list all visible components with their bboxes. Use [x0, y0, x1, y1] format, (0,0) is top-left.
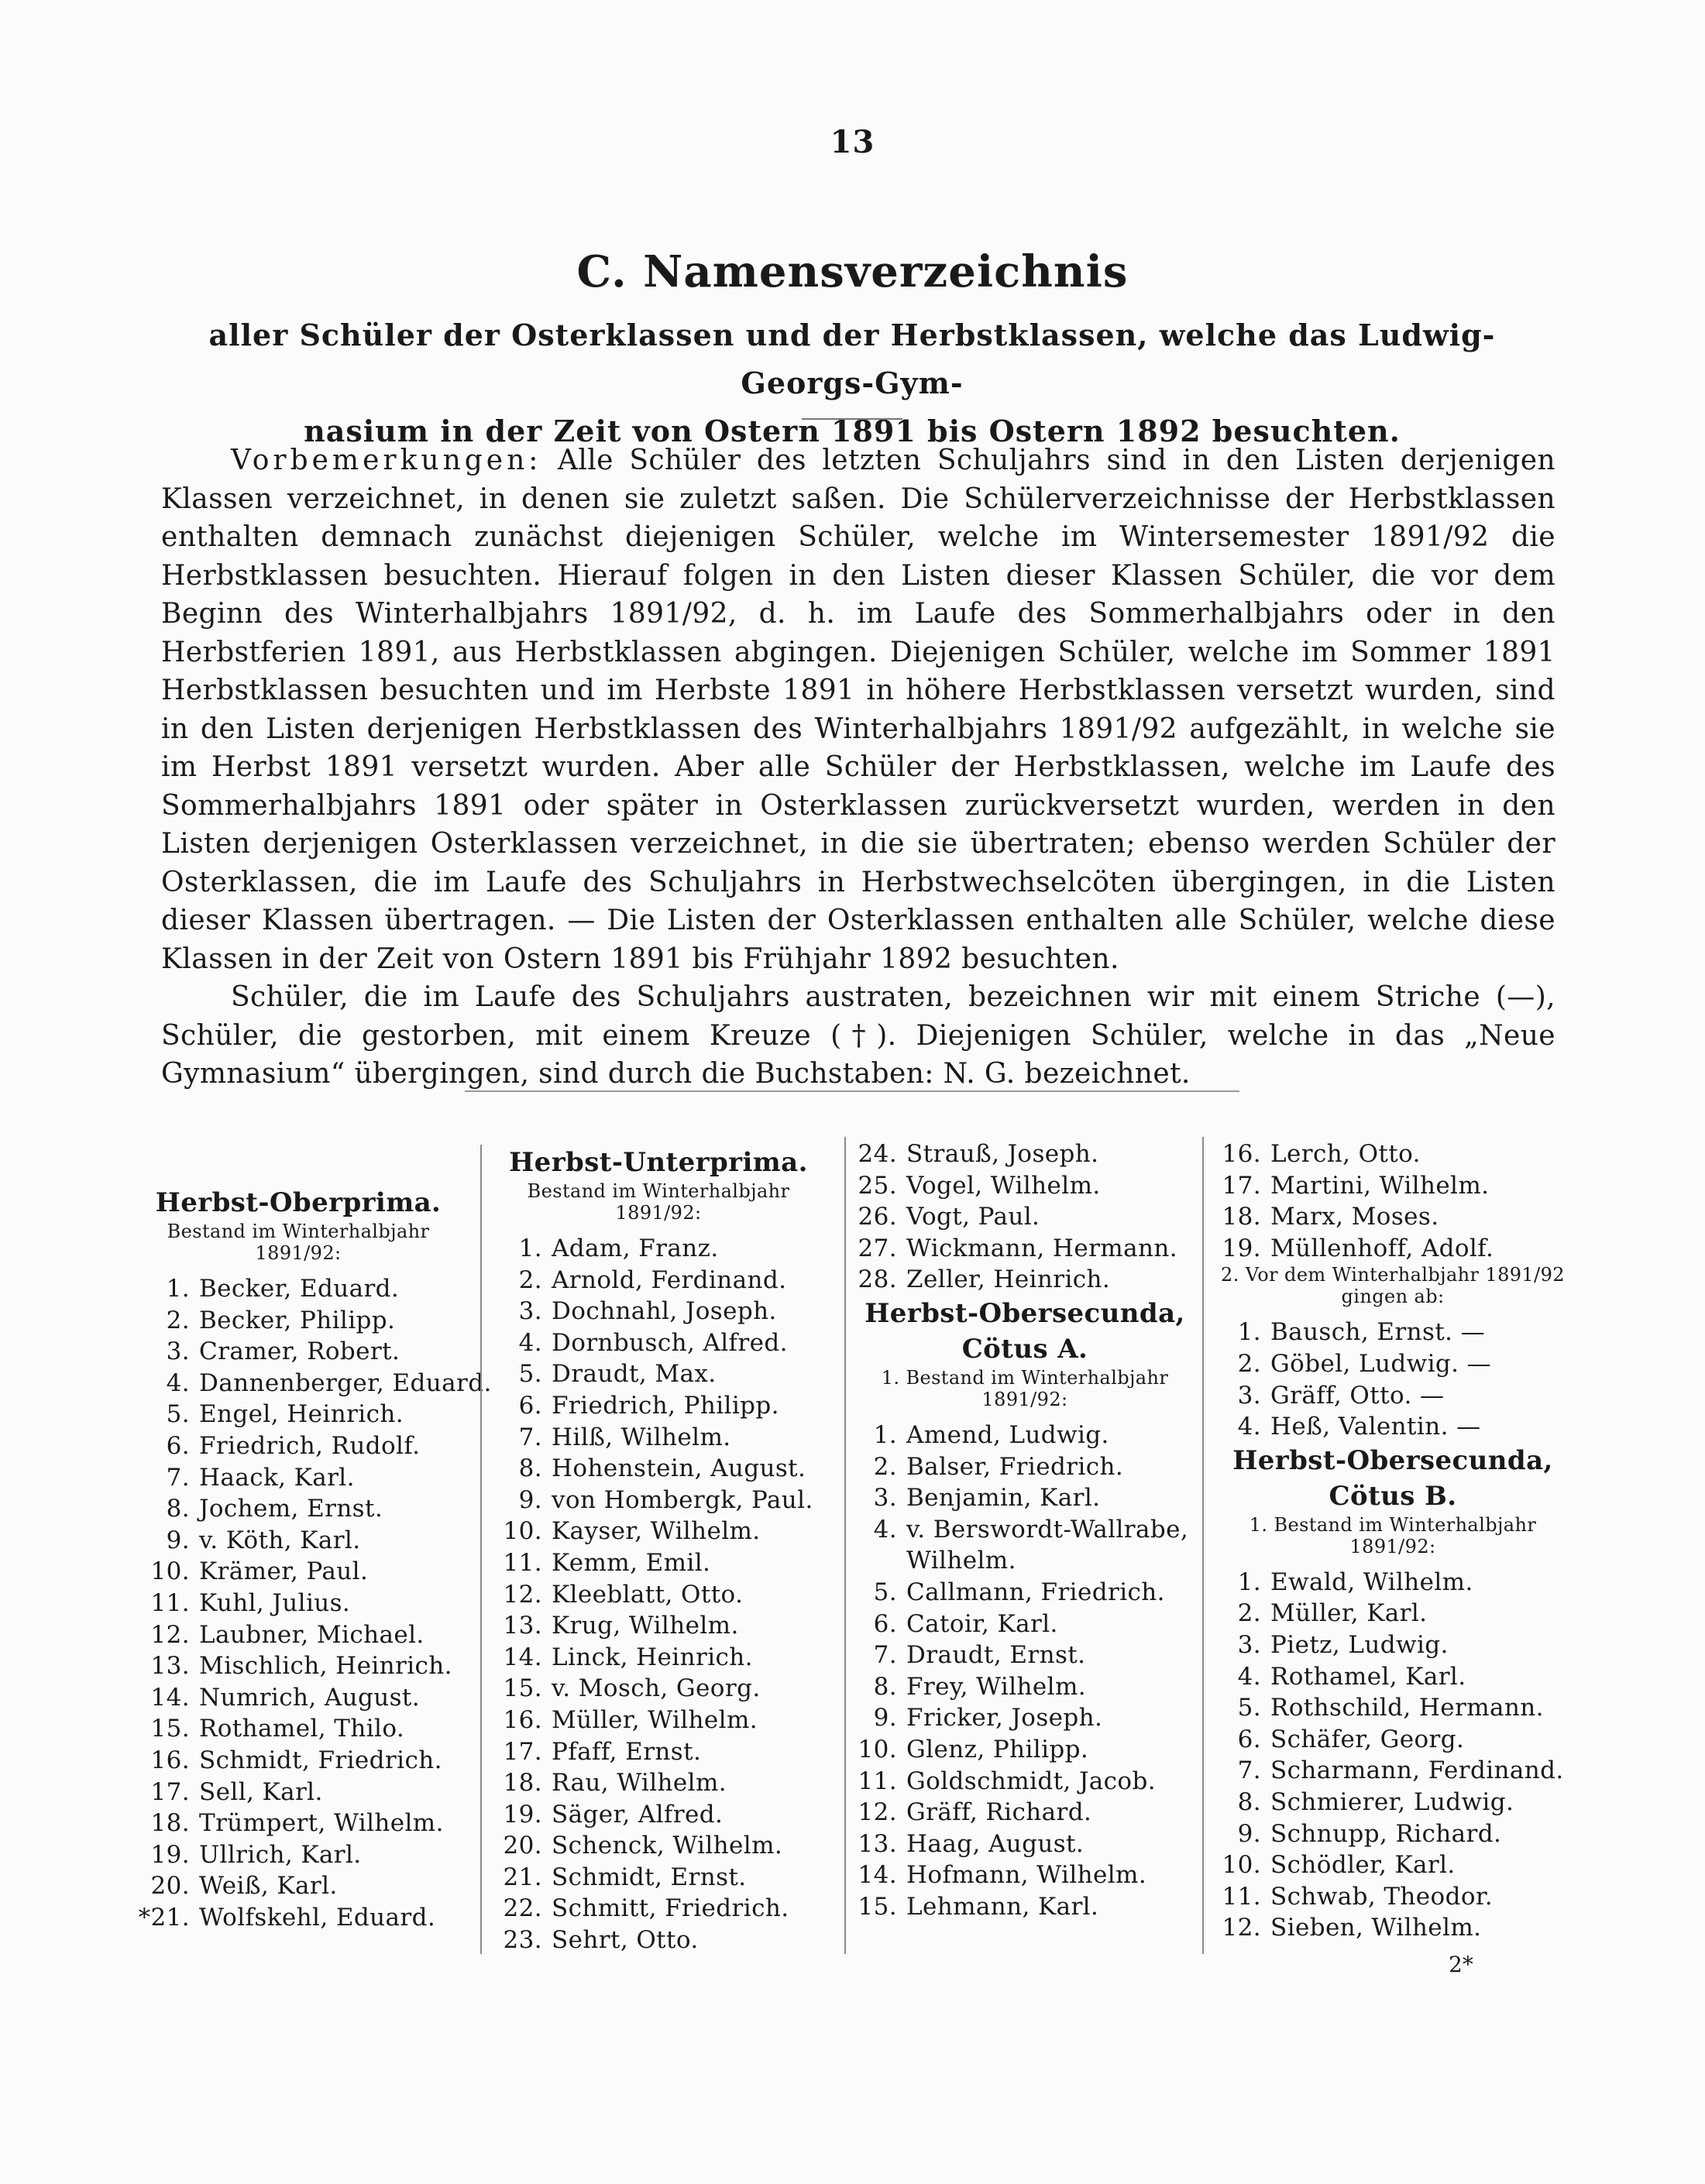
column-divider	[1202, 1137, 1204, 1954]
student-entry	[496, 1579, 821, 1611]
student-name: Dornbusch, Alfred.	[552, 1328, 788, 1357]
entry-number: 10.	[503, 1517, 542, 1546]
student-name: Rothschild, Hermann.	[1270, 1694, 1544, 1722]
name-column	[851, 1138, 1199, 1922]
student-entry	[496, 1327, 821, 1359]
section-title: Herbst-Oberprima.	[155, 1187, 442, 1218]
student-entry	[1215, 1881, 1571, 1913]
student-entry	[496, 1862, 821, 1894]
student-name: Bausch, Ernst. —	[1270, 1318, 1486, 1347]
student-name: Arnold, Ferdinand.	[552, 1265, 787, 1294]
entry-number: 27.	[858, 1234, 897, 1262]
entry-number: 1.	[1237, 1568, 1261, 1596]
student-entry	[136, 1713, 461, 1745]
student-name: Sehrt, Otto.	[552, 1926, 699, 1955]
entry-number: 12.	[1222, 1914, 1261, 1942]
entry-number: 26.	[858, 1203, 897, 1231]
student-entry	[851, 1766, 1199, 1798]
student-name: Sieben, Wilhelm.	[1270, 1914, 1482, 1942]
student-name: Friedrich, Philipp.	[552, 1391, 779, 1420]
student-name: Rothamel, Karl.	[1270, 1662, 1466, 1691]
student-entry	[851, 1482, 1199, 1514]
title-divider	[802, 418, 902, 420]
student-entry	[851, 1420, 1199, 1451]
entry-number: 24.	[858, 1140, 897, 1168]
entry-number: 14.	[858, 1861, 897, 1890]
student-name: Vogel, Wilhelm.	[906, 1171, 1101, 1200]
entry-number: 5.	[873, 1578, 897, 1606]
entry-number: 19.	[150, 1840, 190, 1869]
student-entry	[136, 1556, 461, 1588]
student-name: Krämer, Paul.	[199, 1557, 369, 1586]
student-name: Rothamel, Thilo.	[199, 1715, 405, 1743]
student-name: Laubner, Michael.	[199, 1620, 425, 1649]
student-name: Gräff, Otto. —	[1270, 1381, 1445, 1410]
name-column	[496, 1145, 821, 1956]
entry-number: 3.	[518, 1297, 542, 1326]
student-name: Vogt, Paul.	[906, 1203, 1040, 1231]
student-entry	[496, 1390, 821, 1422]
student-name: Friedrich, Rudolf.	[199, 1431, 421, 1460]
student-name: Rau, Wilhelm.	[552, 1769, 727, 1798]
entry-number: 8.	[873, 1672, 897, 1701]
entry-number: 17.	[1222, 1171, 1261, 1200]
student-name: Schnupp, Richard.	[1270, 1819, 1502, 1848]
student-name: Säger, Alfred.	[552, 1800, 724, 1829]
entry-number: 7.	[873, 1641, 897, 1670]
student-name: Marx, Moses.	[1270, 1203, 1439, 1231]
student-name: von Hombergk, Paul.	[552, 1485, 813, 1514]
subtitle-line: aller Schüler der Osterklassen und der Herbstklassen, welche das Ludwig-Georgs-Gym-	[208, 318, 1496, 400]
section-subtitle: 2. Vor dem Winterhalbjahr 1891/92	[1221, 1264, 1565, 1286]
student-entry	[496, 1736, 821, 1768]
student-name: Pfaff, Ernst.	[552, 1737, 702, 1766]
entry-number: 9.	[166, 1526, 190, 1554]
signature-mark: 2*	[1449, 1952, 1473, 1977]
student-name: Draudt, Max.	[552, 1360, 717, 1389]
student-entry	[851, 1671, 1199, 1703]
student-entry	[851, 1577, 1199, 1609]
student-name: Ewald, Wilhelm.	[1270, 1568, 1473, 1596]
student-name: Martini, Wilhelm.	[1270, 1171, 1490, 1200]
student-entry	[851, 1859, 1199, 1891]
student-name: Scharmann, Ferdinand.	[1270, 1756, 1564, 1785]
student-entry	[496, 1642, 821, 1674]
student-entry	[851, 1138, 1199, 1170]
student-entry	[496, 1830, 821, 1862]
student-name: Jochem, Ernst.	[199, 1495, 383, 1523]
student-entry	[1215, 1849, 1571, 1881]
student-entry	[851, 1170, 1199, 1202]
student-name: Ullrich, Karl.	[199, 1840, 362, 1869]
entry-number: 1.	[518, 1235, 542, 1262]
student-entry	[136, 1525, 461, 1557]
entry-number: 6.	[1237, 1725, 1261, 1753]
student-name: Trümpert, Wilhelm.	[199, 1809, 444, 1838]
column-divider	[844, 1137, 846, 1954]
student-name: Hohenstein, August.	[552, 1454, 806, 1483]
student-name: Dannenberger, Eduard.	[199, 1368, 492, 1397]
entry-number: 25.	[858, 1171, 897, 1200]
section-subtitle: 1891/92:	[615, 1202, 702, 1224]
entry-number: 16.	[503, 1705, 542, 1734]
student-entry	[1215, 1170, 1571, 1202]
student-entry	[1215, 1629, 1571, 1661]
entry-number: 2.	[1237, 1349, 1261, 1378]
student-name: Schödler, Karl.	[1270, 1851, 1456, 1880]
student-entry	[136, 1462, 461, 1494]
student-entry	[136, 1745, 461, 1777]
student-name: Heß, Valentin. —	[1270, 1413, 1481, 1441]
student-entry	[851, 1233, 1199, 1265]
preface-lead: Vorbemerkungen:	[231, 445, 542, 476]
entry-number: 18.	[1222, 1203, 1261, 1231]
student-entry	[136, 1777, 461, 1808]
student-name: Hofmann, Wilhelm.	[906, 1861, 1147, 1890]
student-entry	[851, 1640, 1199, 1671]
entry-number: 16.	[150, 1746, 190, 1774]
entry-number: 12.	[150, 1620, 190, 1649]
student-name: Wilhelm.	[906, 1547, 1016, 1575]
entry-number: 6.	[166, 1431, 190, 1460]
student-entry	[136, 1839, 461, 1871]
student-entry	[1215, 1692, 1571, 1724]
entry-number: *21.	[138, 1903, 190, 1932]
student-name: Glenz, Philipp.	[906, 1735, 1089, 1763]
entry-number: 18.	[150, 1809, 190, 1838]
entry-number: 7.	[166, 1463, 190, 1492]
student-entry	[136, 1493, 461, 1525]
student-name: v. Berswordt-Wallrabe,	[906, 1515, 1189, 1544]
section-title: Herbst-Obersecunda,	[865, 1297, 1185, 1329]
student-name: Schenck, Wilhelm.	[552, 1832, 783, 1860]
student-name: Weiß, Karl.	[199, 1872, 338, 1901]
section-subtitle: gingen ab:	[1341, 1286, 1445, 1308]
student-entry	[496, 1485, 821, 1516]
student-entry	[851, 1201, 1199, 1233]
student-entry	[496, 1673, 821, 1705]
student-entry	[496, 1799, 821, 1831]
section-subtitle: 1. Bestand im Winterhalbjahr	[1249, 1513, 1537, 1536]
student-entry	[496, 1358, 821, 1390]
entry-number: 12.	[503, 1580, 542, 1609]
student-name: Schwab, Theodor.	[1270, 1882, 1493, 1911]
section-divider	[465, 1090, 1239, 1092]
entry-number: 8.	[1237, 1787, 1261, 1816]
student-name: Cramer, Robert.	[199, 1338, 400, 1366]
entry-number: 5.	[166, 1400, 190, 1429]
student-entry	[136, 1336, 461, 1368]
student-entry	[496, 1296, 821, 1327]
entry-number: 18.	[503, 1769, 542, 1798]
student-entry	[136, 1399, 461, 1430]
student-name: Kuhl, Julius.	[199, 1588, 351, 1617]
student-name: Haag, August.	[906, 1829, 1085, 1858]
student-name: Linck, Heinrich.	[552, 1643, 753, 1671]
student-entry	[1215, 1818, 1571, 1850]
student-name: Numrich, August.	[199, 1683, 421, 1712]
student-name: Schmidt, Ernst.	[552, 1863, 747, 1891]
student-name: Lerch, Otto.	[1270, 1140, 1421, 1168]
student-name: Hilß, Wilhelm.	[552, 1423, 731, 1451]
entry-number: 15.	[858, 1892, 897, 1921]
student-entry	[496, 1233, 821, 1265]
student-entry	[136, 1650, 461, 1682]
student-entry	[136, 1305, 461, 1337]
entry-number: 9.	[1237, 1819, 1261, 1848]
preface-paragraph	[161, 441, 1555, 978]
entry-number: 5.	[1237, 1694, 1261, 1722]
student-name: Strauß, Joseph.	[906, 1140, 1099, 1168]
student-name: Balser, Friedrich.	[906, 1452, 1124, 1481]
student-name: v. Mosch, Georg.	[552, 1674, 761, 1703]
entry-number: 13.	[150, 1652, 190, 1681]
entry-number: 20.	[150, 1872, 190, 1901]
student-name: Haack, Karl.	[199, 1463, 355, 1492]
entry-number: 3.	[873, 1484, 897, 1513]
student-entry	[496, 1767, 821, 1799]
entry-number: 4.	[1237, 1662, 1261, 1691]
student-name: Müller, Karl.	[1270, 1599, 1428, 1628]
section-title: Herbst-Obersecunda,	[1232, 1444, 1553, 1476]
entry-number: 6.	[873, 1609, 897, 1638]
student-entry	[136, 1682, 461, 1714]
entry-number: 2.	[518, 1265, 542, 1294]
student-entry	[136, 1808, 461, 1839]
student-entry	[496, 1705, 821, 1736]
student-entry	[1215, 1755, 1571, 1787]
student-name: Wolfskehl, Eduard.	[199, 1903, 436, 1932]
student-entry	[1215, 1317, 1571, 1348]
student-entry	[136, 1430, 461, 1462]
entry-number: 2.	[873, 1452, 897, 1481]
entry-number: 12.	[858, 1798, 897, 1827]
column-divider	[480, 1145, 482, 1954]
student-entry	[851, 1734, 1199, 1766]
student-entry	[851, 1264, 1199, 1296]
student-name: Benjamin, Karl.	[906, 1484, 1101, 1513]
section-cohort: Cötus A.	[961, 1333, 1088, 1365]
student-entry	[1215, 1598, 1571, 1629]
student-entry	[1215, 1661, 1571, 1693]
student-name: Müller, Wilhelm.	[552, 1705, 758, 1734]
student-entry	[851, 1451, 1199, 1483]
entry-number: 7.	[518, 1423, 542, 1451]
student-name: Goldschmidt, Jacob.	[906, 1767, 1156, 1795]
entry-number: 4.	[1237, 1413, 1261, 1441]
entry-number: 13.	[503, 1612, 542, 1640]
entry-number: 8.	[518, 1454, 542, 1483]
student-entry	[1215, 1787, 1571, 1818]
subtitle-line: nasium in der Zeit von Ostern 1891 bis Ostern 1892 besuchten.	[304, 414, 1401, 448]
entry-number: 15.	[503, 1674, 542, 1703]
entry-number: 3.	[1237, 1381, 1261, 1410]
entry-number: 10.	[150, 1557, 190, 1586]
student-entry	[1215, 1912, 1571, 1944]
section-subtitle: 1891/92:	[981, 1388, 1068, 1410]
student-name: Wickmann, Hermann.	[906, 1234, 1177, 1262]
entry-number: 3.	[1237, 1630, 1261, 1659]
student-name: Frey, Wilhelm.	[906, 1672, 1086, 1701]
page-title: C. Namensverzeichnis	[576, 246, 1129, 297]
student-name: Pietz, Ludwig.	[1270, 1630, 1449, 1659]
student-entry	[136, 1588, 461, 1619]
student-name: Adam, Franz.	[552, 1235, 719, 1262]
entry-number: 7.	[1237, 1756, 1261, 1785]
student-entry	[496, 1453, 821, 1485]
entry-number: 11.	[858, 1767, 897, 1795]
student-name: Göbel, Ludwig. —	[1270, 1349, 1492, 1378]
student-entry	[496, 1547, 821, 1579]
student-name: Becker, Philipp.	[199, 1306, 396, 1334]
student-name: v. Köth, Karl.	[199, 1526, 361, 1554]
name-column	[1215, 1138, 1571, 1944]
student-entry	[136, 1619, 461, 1651]
entry-number: 4.	[166, 1368, 190, 1397]
entry-number: 9.	[873, 1704, 897, 1732]
section-cohort: Cötus B.	[1329, 1480, 1457, 1512]
section-subtitle: 1. Bestand im Winterhalbjahr	[881, 1366, 1169, 1389]
student-entry	[851, 1891, 1199, 1923]
entry-number: 1.	[1237, 1318, 1261, 1347]
student-entry	[1215, 1233, 1571, 1265]
page-number: 13	[830, 124, 875, 160]
entry-number: 8.	[166, 1495, 190, 1523]
student-entry	[136, 1273, 461, 1305]
entry-number: 5.	[518, 1360, 542, 1389]
entry-number: 2.	[166, 1306, 190, 1334]
entry-number: 20.	[503, 1832, 542, 1860]
student-entry	[136, 1902, 461, 1934]
student-name: Callmann, Friedrich.	[906, 1578, 1165, 1606]
student-entry	[1215, 1411, 1571, 1443]
entry-number: 13.	[858, 1829, 897, 1858]
student-entry	[1215, 1567, 1571, 1599]
student-name: Schmierer, Ludwig.	[1270, 1787, 1514, 1816]
student-name: Lehmann, Karl.	[906, 1892, 1099, 1921]
student-name: Kemm, Emil.	[552, 1548, 711, 1577]
student-name: Krug, Wilhelm.	[552, 1612, 739, 1640]
student-name: Kleeblatt, Otto.	[552, 1580, 744, 1609]
entry-number: 23.	[503, 1926, 542, 1955]
student-name: Schäfer, Georg.	[1270, 1725, 1465, 1753]
student-name: Draudt, Ernst.	[906, 1641, 1086, 1670]
entry-number: 6.	[518, 1391, 542, 1420]
entry-number: 10.	[858, 1735, 897, 1763]
student-entry	[1215, 1201, 1571, 1233]
student-entry	[136, 1368, 492, 1399]
student-name: Sell, Karl.	[199, 1777, 323, 1806]
preface-paragraph: Schüler, die im Laufe des Schuljahrs austraten, bezeichnen wir mit einem Striche (—), Schüler, die gestorben, mit einem Kreuze (†). Diejenigen Schüler, welche in das „Neue Gymnasium“ übergingen, sind durch die Buchstaben: N. G. bezeichnet.	[161, 981, 1555, 1090]
entry-number: 15.	[150, 1715, 190, 1743]
section-subtitle: Bestand im Winterhalbjahr	[167, 1221, 430, 1242]
student-entry	[1215, 1138, 1571, 1170]
student-name: Schmidt, Friedrich.	[199, 1746, 442, 1774]
section-subtitle: 1891/92:	[255, 1242, 342, 1264]
entry-number: 4.	[873, 1515, 897, 1544]
entry-number: 11.	[503, 1548, 542, 1577]
entry-number: 11.	[150, 1588, 190, 1617]
student-entry	[496, 1610, 821, 1642]
student-entry	[496, 1925, 821, 1956]
student-entry	[851, 1797, 1199, 1829]
student-entry	[851, 1829, 1199, 1860]
student-entry	[851, 1702, 1199, 1734]
student-name: Müllenhoff, Adolf.	[1270, 1234, 1494, 1262]
student-entry	[136, 1870, 461, 1902]
student-entry	[851, 1514, 1199, 1546]
student-entry	[851, 1545, 1199, 1577]
student-name: Becker, Eduard.	[199, 1275, 400, 1303]
preface	[161, 441, 1555, 1094]
entry-number: 17.	[503, 1737, 542, 1766]
student-name: Kayser, Wilhelm.	[552, 1517, 761, 1546]
student-entry	[851, 1609, 1199, 1640]
entry-number: 9.	[518, 1485, 542, 1514]
entry-number: 1.	[873, 1420, 897, 1449]
student-name: Gräff, Richard.	[906, 1798, 1092, 1827]
entry-number: 4.	[518, 1328, 542, 1357]
entry-number: 22.	[503, 1894, 542, 1923]
entry-number: 11.	[1222, 1882, 1261, 1911]
entry-number: 19.	[503, 1800, 542, 1829]
section-subtitle: 1891/92:	[1349, 1535, 1436, 1557]
student-entry	[496, 1516, 821, 1547]
student-entry	[1215, 1348, 1571, 1380]
student-entry	[1215, 1724, 1571, 1756]
student-entry	[496, 1893, 821, 1925]
name-column	[136, 1185, 492, 1933]
student-name: Dochnahl, Joseph.	[552, 1297, 777, 1326]
entry-number: 14.	[503, 1643, 542, 1671]
entry-number: 19.	[1222, 1234, 1261, 1262]
entry-number: 17.	[150, 1777, 190, 1806]
entry-number: 10.	[1222, 1851, 1261, 1880]
entry-number: 16.	[1222, 1140, 1261, 1168]
student-entry	[496, 1422, 821, 1454]
student-entry	[496, 1265, 821, 1296]
entry-number: 3.	[166, 1338, 190, 1366]
student-entry	[1215, 1380, 1571, 1412]
section-title: Herbst-Unterprima.	[509, 1147, 808, 1178]
section-subtitle: Bestand im Winterhalbjahr	[527, 1180, 790, 1202]
student-name: Zeller, Heinrich.	[906, 1265, 1111, 1294]
entry-number: 2.	[1237, 1599, 1261, 1628]
student-name: Fricker, Joseph.	[906, 1704, 1103, 1732]
entry-number: 21.	[503, 1863, 542, 1891]
student-name: Schmitt, Friedrich.	[552, 1894, 789, 1923]
entry-number: 1.	[166, 1275, 190, 1303]
page-subtitle	[178, 311, 1526, 455]
student-name: Catoir, Karl.	[906, 1609, 1058, 1638]
student-name: Engel, Heinrich.	[199, 1400, 404, 1429]
entry-number: 14.	[150, 1683, 190, 1712]
entry-number: 28.	[858, 1265, 897, 1294]
preface-text: Alle Schüler des letzten Schuljahrs sind in den Listen derjenigen Klassen verzeichnet, in denen sie zuletzt saßen. Die Schülerverzeichnisse der Herbstklassen enthalten demnach zunächst diejenigen Schüler, welche im Wintersemester 1891/92 die Herbstklassen besuchten. Hierauf folgen in den Listen dieser Klassen Schüler, die vor dem Beginn des Winterhalbjahrs 1891/92, d. h. im Laufe des Sommerhalbjahrs oder in den Herbstferien 1891, aus Herbstklassen abgingen. Diejenigen Schüler, welche im Sommer 1891 Herbstklassen besuchten und im Herbste 1891 in höhere Herbstklassen versetzt wurden, sind in den Listen derjenigen Herbstklassen des Winterhalbjahrs 1891/92 aufgezählt, in welche sie im Herbst 1891 versetzt wurden. Aber alle Schüler der Herbstklassen, welche im Laufe des Sommerhalbjahrs 1891 oder später in Osterklassen zurückversetzt wurden, werden in den Listen derjenigen Osterklassen verzeichnet, in die sie übertraten; ebenso werden Schüler der Osterklassen, die im Laufe des Schuljahrs in Herbstwechselcöten übergingen, in die Listen dieser Klassen übertragen. — Die Listen der Osterklassen enthalten alle Schüler, welche diese Klassen in der Zeit von Ostern 1891 bis Frühjahr 1892 besuchten.	[161, 445, 1555, 975]
student-name: Mischlich, Heinrich.	[199, 1652, 452, 1681]
student-name: Amend, Ludwig.	[906, 1420, 1109, 1449]
